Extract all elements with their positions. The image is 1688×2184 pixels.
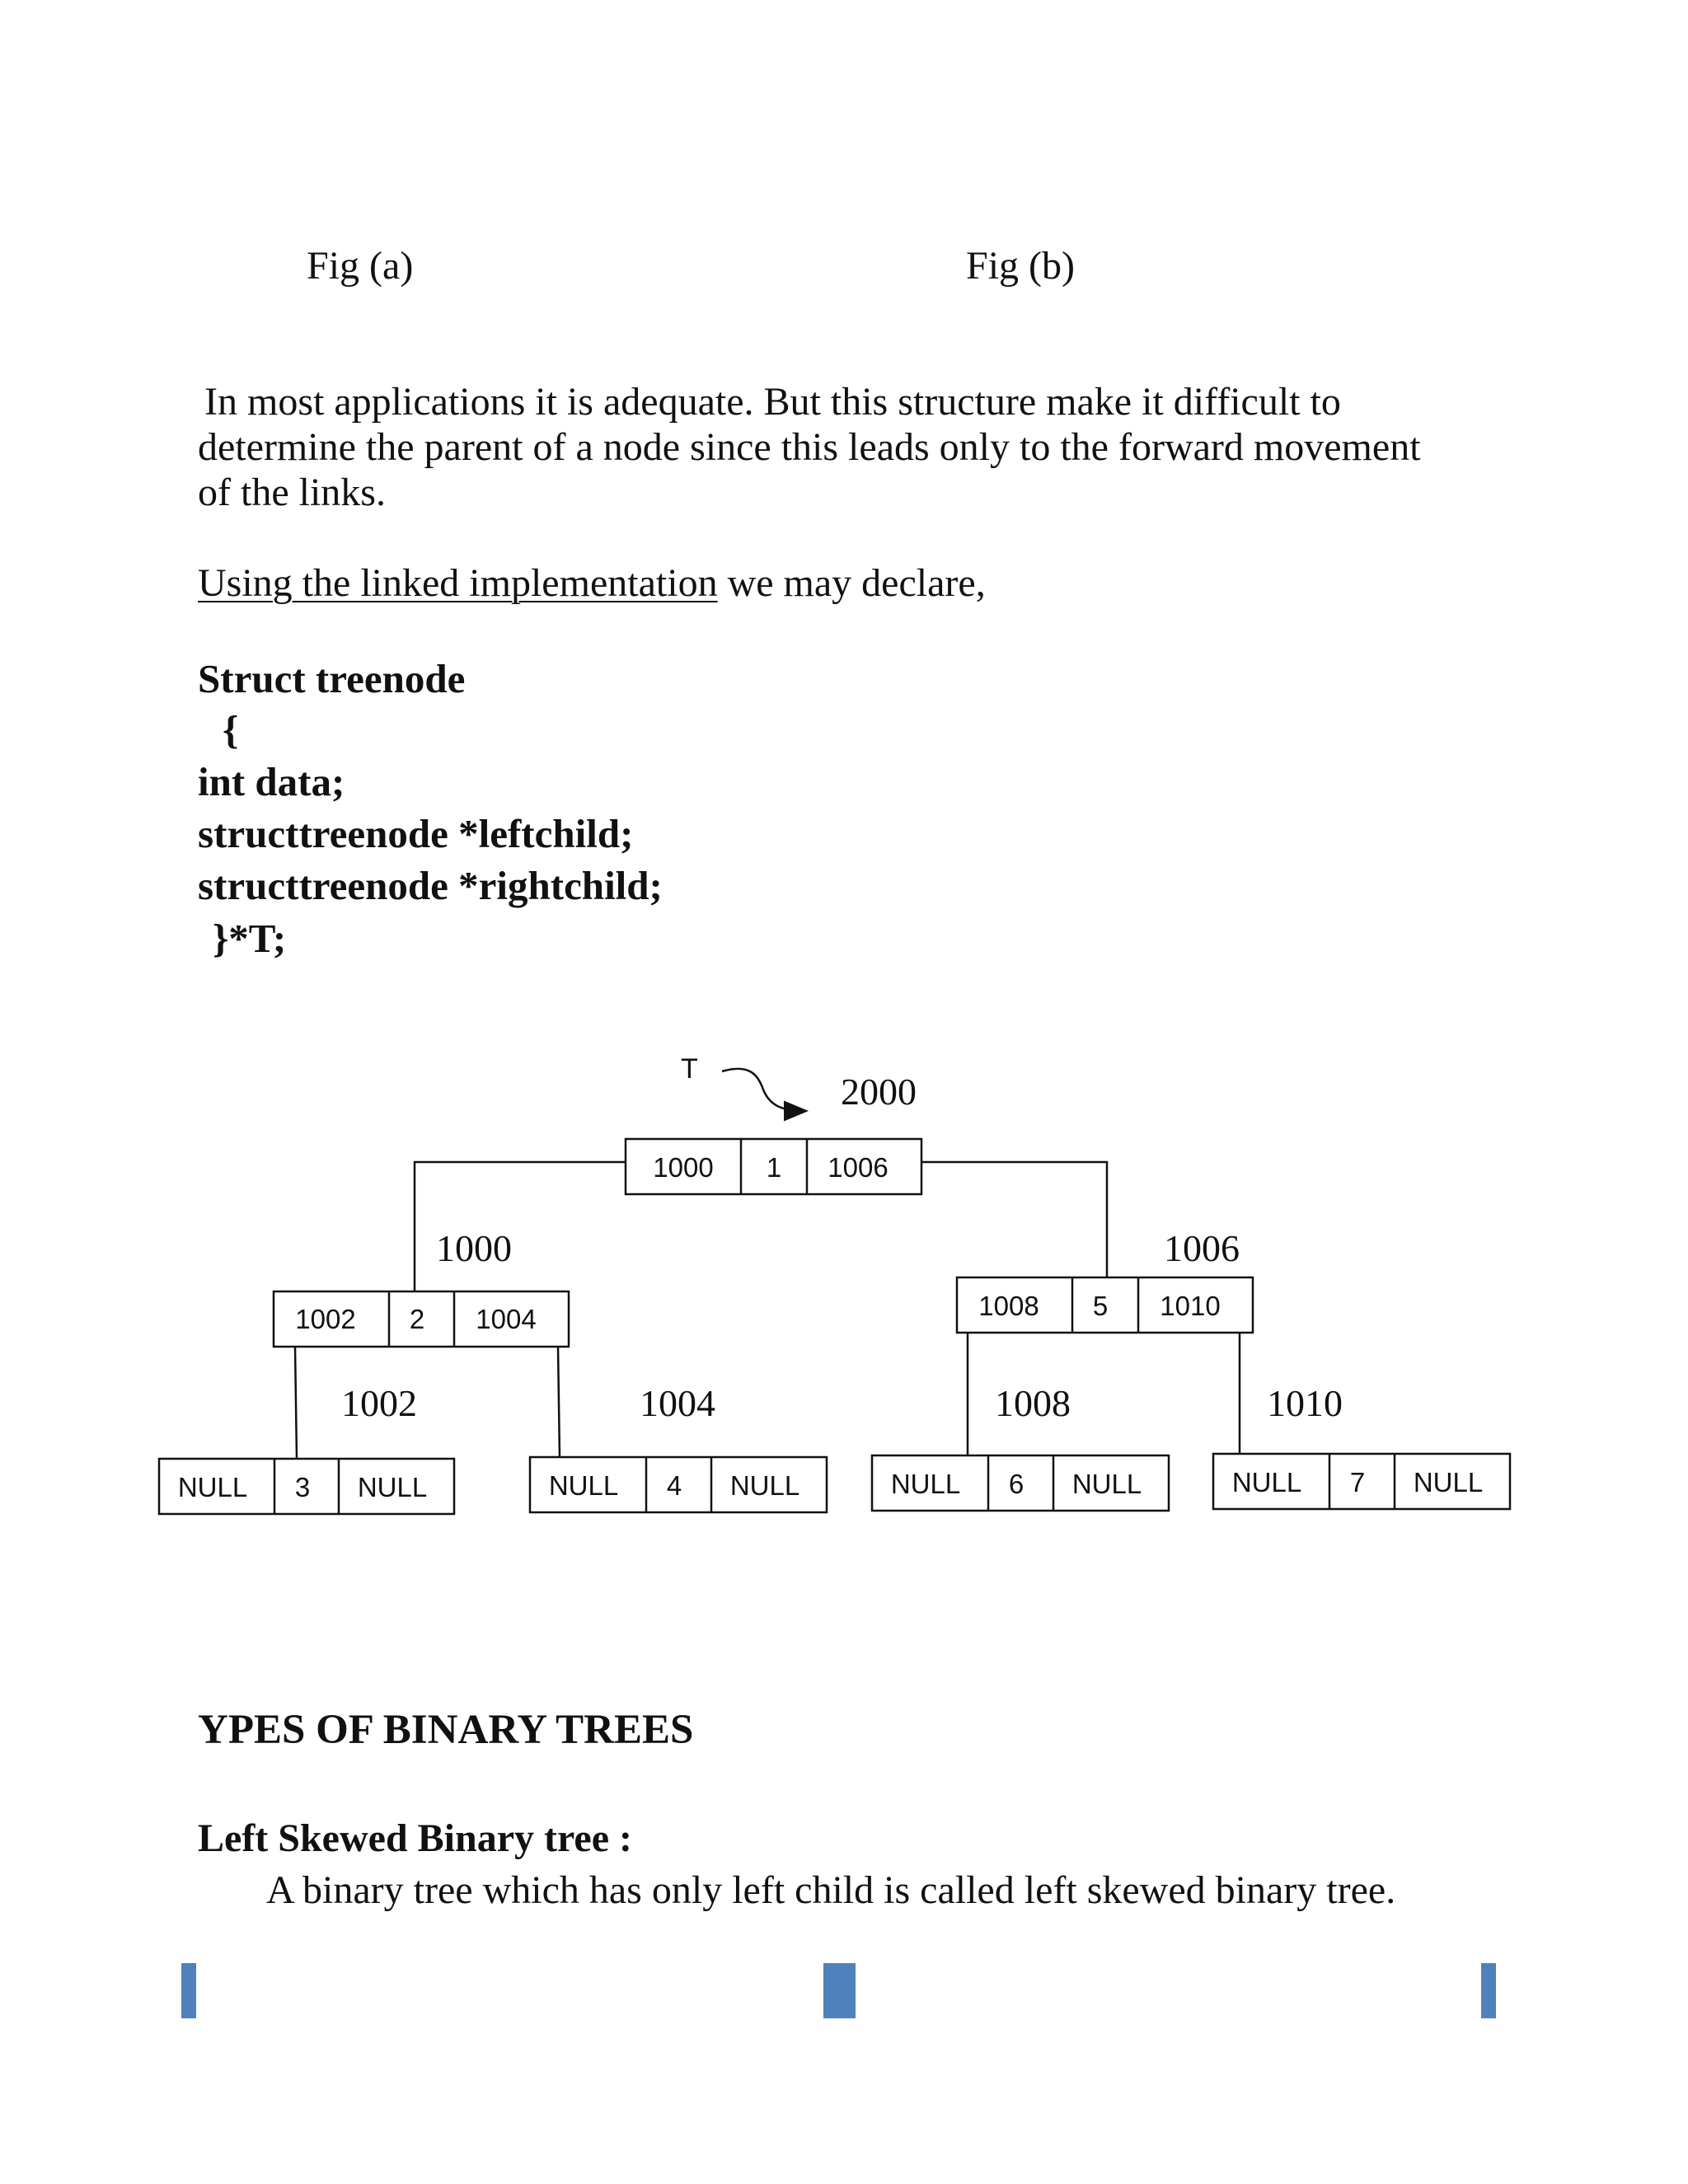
address-1006: 1006 (1164, 1227, 1240, 1269)
node-1002-right: NULL (357, 1472, 428, 1502)
section-heading: YPES OF BINARY TREES (198, 1707, 694, 1753)
code-line-3: int data; (198, 759, 345, 804)
node-root-data: 1 (766, 1152, 782, 1183)
linked-intro-rest: we may declare, (717, 561, 986, 605)
code-line-2: { (223, 707, 239, 752)
root-address-label: 2000 (841, 1071, 917, 1113)
code-line-4: structtreenode *leftchild; (198, 811, 634, 856)
node-1008 (872, 1455, 1169, 1511)
paragraph-line-3: of the links. (198, 471, 386, 514)
address-1002: 1002 (341, 1382, 417, 1424)
code-line-6: }*T; (213, 916, 287, 961)
address-1000: 1000 (436, 1227, 512, 1269)
linked-intro-underlined: Using the linked implementation (198, 561, 718, 605)
node-1010-right: NULL (1413, 1467, 1484, 1497)
node-1008-right: NULL (1071, 1469, 1142, 1499)
line-1000-left (295, 1347, 297, 1459)
node-root (626, 1139, 921, 1194)
pointer-arrow (722, 1069, 804, 1111)
node-root-right: 1006 (828, 1152, 889, 1183)
fig-a-label: Fig (a) (307, 244, 414, 288)
paragraph-line-2: determine the parent of a node since this leads only to the forward movement (198, 425, 1421, 469)
node-1010 (1213, 1454, 1510, 1509)
code-line-5: structtreenode *rightchild; (198, 863, 663, 908)
node-1000-left: 1002 (295, 1304, 356, 1334)
node-1002 (159, 1459, 454, 1514)
node-root-left: 1000 (653, 1152, 714, 1183)
node-1000-right: 1004 (476, 1304, 537, 1334)
node-1006-left: 1008 (978, 1291, 1039, 1321)
address-1010: 1010 (1267, 1382, 1343, 1424)
node-1010-data: 7 (1349, 1467, 1366, 1497)
address-1004: 1004 (640, 1382, 715, 1424)
footer-mark-center (823, 1963, 856, 2018)
node-1010-left: NULL (1231, 1467, 1302, 1497)
paragraph-line-1: In most applications it is adequate. But this structure make it difficult to (204, 380, 1341, 424)
footer-mark-left (181, 1963, 196, 2018)
node-1000 (274, 1291, 569, 1347)
code-line-1: Struct treenode (198, 656, 466, 701)
pointer-label: T (681, 1053, 698, 1085)
address-1008: 1008 (995, 1382, 1071, 1424)
node-1006 (957, 1277, 1253, 1333)
definition: A binary tree which has only left child is called left skewed binary tree. (266, 1868, 1396, 1912)
node-1008-data: 6 (1008, 1469, 1025, 1499)
node-1004-right: NULL (729, 1470, 800, 1501)
node-1004 (530, 1457, 827, 1512)
node-1006-data: 5 (1092, 1291, 1109, 1321)
fig-b-label: Fig (b) (966, 244, 1075, 288)
node-1002-data: 3 (294, 1472, 311, 1502)
line-1000-right (558, 1347, 560, 1457)
node-1004-left: NULL (548, 1470, 619, 1501)
line-root-right (921, 1162, 1107, 1277)
node-1004-data: 4 (666, 1470, 682, 1501)
footer-mark-right (1481, 1963, 1496, 2018)
node-1002-left: NULL (177, 1472, 248, 1502)
node-1000-data: 2 (409, 1304, 425, 1334)
node-1008-left: NULL (890, 1469, 961, 1499)
subheading: Left Skewed Binary tree : (198, 1816, 633, 1860)
node-1006-right: 1010 (1160, 1291, 1221, 1321)
